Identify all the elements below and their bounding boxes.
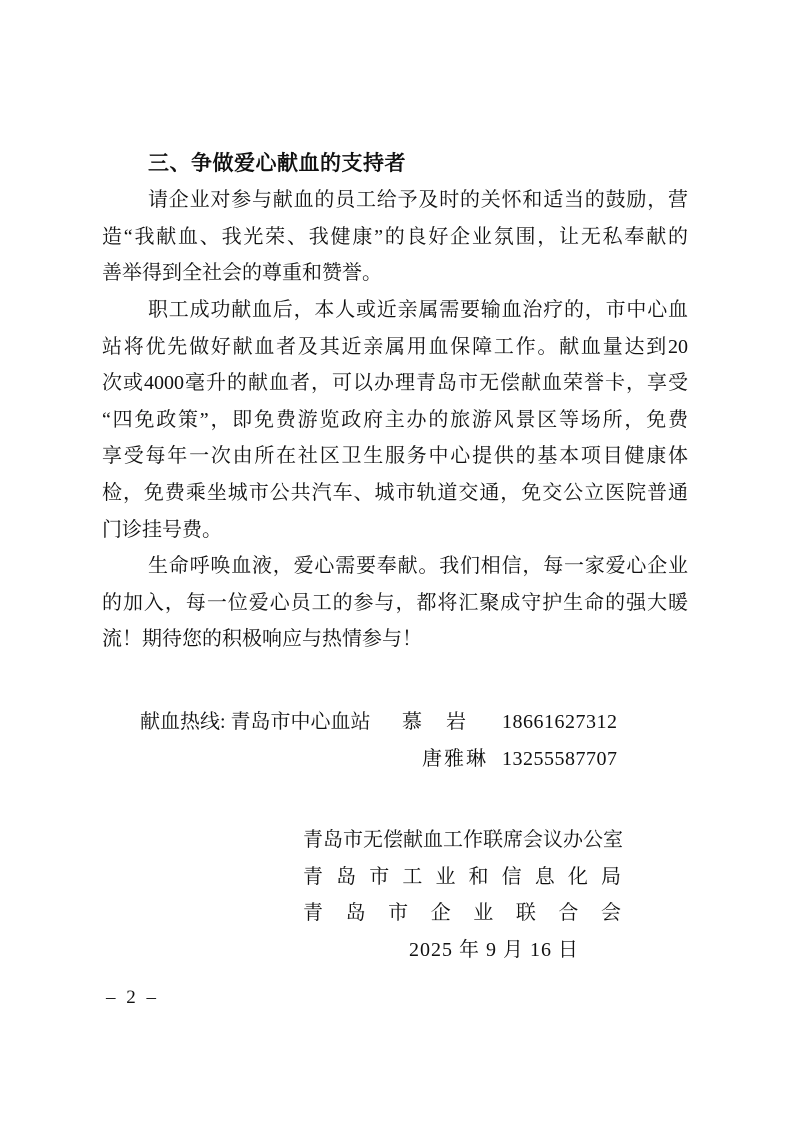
text-line: 站将优先做好献血者及其近亲属用血保障工作。献血量达到20 <box>102 335 688 358</box>
text-line: 善举得到全社会的尊重和赞誉。 <box>102 262 382 285</box>
hotline-label: 献血热线: 青岛市中心血站 <box>140 711 371 733</box>
section-heading: 三、争做爱心献血的支持者 <box>148 152 406 175</box>
contact-name: 唐雅琳 <box>422 747 488 770</box>
signature-org: 青岛市无偿献血工作联席会议办公室 <box>303 829 623 851</box>
text-line: 流！期待您的积极响应与热情参与！ <box>102 628 422 651</box>
paragraph-1 <box>102 182 688 292</box>
paragraph-2 <box>102 292 688 548</box>
text-line: 的加入，每一位爱心员工的参与，都将汇聚成守护生命的强大暖 <box>102 591 688 614</box>
text-line: 检，免费乘坐城市公共汽车、城市轨道交通，免交公立医院普通 <box>102 481 688 504</box>
contact-name: 慕 岩 <box>402 711 468 733</box>
text-line: “四免政策”，即免费游览政府主办的旅游风景区等场所，免费 <box>102 408 688 431</box>
text-line: 享受每年一次由所在社区卫生服务中心提供的基本项目健康体 <box>102 445 688 468</box>
paragraph-3 <box>102 548 688 658</box>
hotline-row <box>102 741 688 778</box>
hotline-block <box>102 704 688 777</box>
text-line: 门诊挂号费。 <box>102 518 222 541</box>
signature-org: 青岛市工业和信息化局 <box>303 865 621 888</box>
signature-org: 青岛市企业联合会 <box>303 902 621 925</box>
hotline-row <box>102 704 688 741</box>
text-line: 请企业对参与献血的员工给予及时的关怀和适当的鼓励，营 <box>148 189 688 211</box>
text-line: 次或4000毫升的献血者，可以办理青岛市无偿献血荣誉卡，享受 <box>102 372 688 395</box>
contact-phone: 13255587707 <box>502 747 618 770</box>
text-line: 生命呼唤血液，爱心需要奉献。我们相信，每一家爱心企业 <box>148 555 688 577</box>
signature-block <box>303 822 621 968</box>
page-number: – 2 – <box>106 987 159 1008</box>
signature-date: 2025 年 9 月 16 日 <box>409 938 579 961</box>
text-line: 职工成功献血后，本人或近亲属需要输血治疗的，市中心血 <box>148 299 688 321</box>
contact-phone: 18661627312 <box>502 711 618 733</box>
text-line: 造“我献血、我光荣、我健康”的良好企业氛围，让无私奉献的 <box>102 225 688 248</box>
